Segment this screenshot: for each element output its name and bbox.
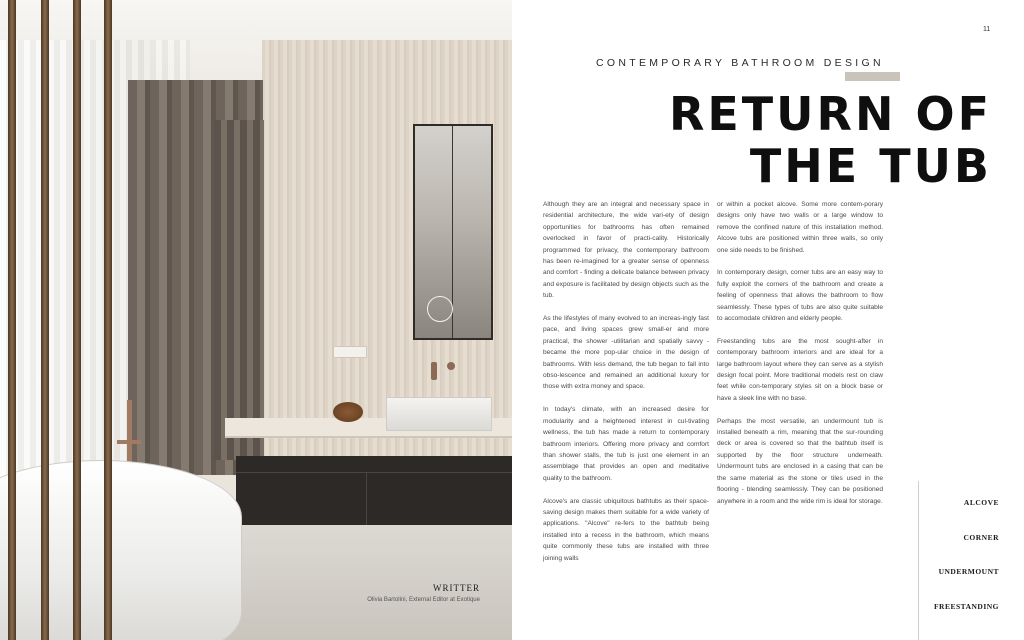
nav-freestanding[interactable]: FREESTANDING — [933, 601, 999, 611]
nav-corner[interactable]: CORNER — [963, 532, 999, 542]
mirror-cabinet — [413, 124, 493, 340]
paragraph: Perhaps the most versatile, an undermount tub is installed beneath a rim, meaning that the sur-rounding deck or area is covered so that the bathtub itself is supported by the floor structure underneath. Undermount tubs are enclosed in a casing that can be the same material as the stone or tiles used in the flooring - blending seamlessly. They can be positioned anywhere in a room and the wide rim is ideal for storage. — [717, 417, 883, 505]
paragraph: or within a pocket alcove. Some more contem-porary designs only have two walls or a large window to remove the confined nature of this installation method. Alcove tubs are positioned within three walls, so only one side needs to be finished. — [717, 201, 883, 254]
mirror-light-ring — [427, 296, 453, 322]
headline-line1: RETURN OF — [668, 87, 992, 141]
paragraph: Alcove's are classic ubiquitous bathtubs as their space-saving design makes them suitable for a wide variety of applications. "Alcove" re-fers to the bathtub being installed into a recess in the bathroom, which means quite commonly these tubs are installed with three joining walls — [543, 497, 709, 562]
vanity-cabinet — [236, 456, 512, 536]
paragraph: Although they are an integral and necessary space in residential architecture, the wide vari-ety of design opportunities for bathrooms has often remained overlocked in favor of practi-cality. Historically programmed for privacy, the contemporary bathroom has been re-imagined for a greater sense of openness and comfort - finding a delicate balance between privacy and exposure is facilitated by design objects such as the tub. — [543, 201, 709, 300]
kicker: CONTEMPORARY BATHROOM DESIGN — [596, 57, 884, 69]
paragraph: In today's climate, with an increased desire for modularity and a heightened interest in cul-tivating wellness, the tub has made a return to contemporary bathroom interiors. Offering more privacy and comfort than shower stalls, the tub is just one element in an assemblage that provides an open and meditative quality to the bathroom. — [543, 406, 709, 482]
curtain-fold — [214, 120, 264, 460]
paragraph: In contemporary design, corner tubs are an easy way to fully exploit the corners of the bathroom and create a feeling of openness that allows the bathroom to flow seamlessly. These types of tubs are also quite suitable to accomodate children and elderly people. — [717, 269, 883, 323]
stone-sink — [386, 397, 492, 431]
tub-faucet-spout — [117, 440, 141, 444]
decorative-vase — [333, 402, 363, 422]
brass-bar — [73, 0, 81, 640]
writer-credit — [300, 583, 480, 603]
text-column-1 — [543, 199, 709, 575]
brass-bar — [104, 0, 112, 640]
credit-title: WRITTER — [433, 583, 480, 593]
nav-undermount[interactable]: UNDERMOUNT — [938, 567, 999, 576]
light-switch — [333, 346, 367, 358]
wall-faucet — [431, 362, 437, 380]
sidebar-divider — [918, 481, 919, 640]
tub-faucet — [127, 400, 132, 466]
credit-name: Olivia Bartolini, External Editor at Exotique — [367, 597, 480, 603]
brass-bar — [8, 0, 16, 640]
headline-line2: THE TUB — [749, 139, 992, 193]
text-column-2 — [717, 199, 883, 518]
paragraph: Freestanding tubs are the most sought-after in contemporary bathroom interiors and are ideal for a large bathroom layout where they can serve as a stylish design focal point. More traditional models rest on claw feet while con-temporary styles sit on a block base or have a sleek line with no base. — [717, 337, 883, 402]
accent-bar — [845, 72, 900, 81]
page-number: 11 — [983, 26, 991, 33]
cabinet-edge — [236, 472, 512, 473]
headline — [669, 88, 992, 192]
paragraph: As the lifestyles of many evolved to an increas-ingly fast pace, and living spaces grew small-er and more practical, the shower -utilitarian and spatially savvy - became the more pop-ular choice in the design of bathrooms. With less demand, the tub began to fall into obso-lescence and remained an additional luxury for those with extra money and space. — [543, 315, 709, 391]
section-nav — [925, 498, 999, 636]
faucet-handle — [447, 362, 455, 370]
nav-alcove[interactable]: ALCOVE — [963, 498, 999, 507]
brass-bar — [41, 0, 49, 640]
freestanding-tub — [0, 460, 242, 640]
